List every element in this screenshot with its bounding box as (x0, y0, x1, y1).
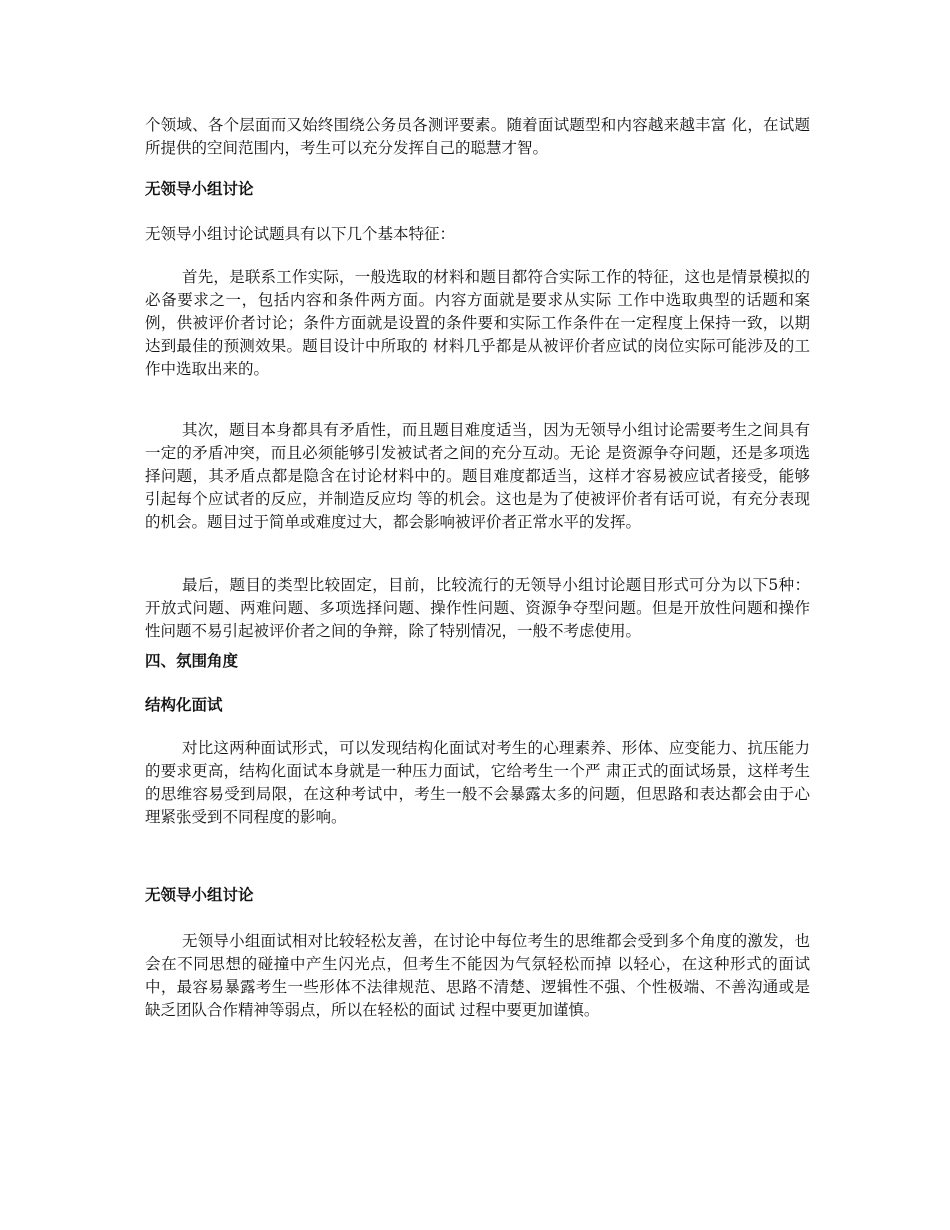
section-heading-atmosphere: 四、氛围角度 (145, 652, 239, 670)
features-intro-text: 无领导小组讨论试题具有以下几个基本特征： (145, 225, 456, 243)
structured-interview-paragraph: 对比这两种面试形式，可以发现结构化面试对考生的心理素养、形体、应变能力、抗压能力的要求更高，结构化面试本身就是一种压力面试，它给考生一个严 肃正式的面试场景，这样考生的思维容易受到局限，在这种考试中，考生一般不会暴露太多的问题，但思路和表达都会由于心理紧张受到不同程度的影响。 (145, 739, 810, 826)
leaderless-discussion-paragraph: 无领导小组面试相对比较轻松友善，在讨论中每位考生的思维都会受到多个角度的激发，也会在不同思想的碰撞中产生闪光点，但考生不能因为气氛轻松而掉 以轻心，在这种形式的面试中，最容易暴露考生一些形体不法律规范、思路不清楚、逻辑性不强、个性极端、不善沟通或是缺乏团队合作精神等弱点，所以在轻松的面试 过程中要更加谨慎。 (145, 932, 810, 1019)
feature-last-paragraph: 最后，题目的类型比较固定，目前，比较流行的无领导小组讨论题目形式可分为以下5种：开放式问题、两难问题、多项选择问题、操作性问题、资源争夺型问题。但是开放性问题和操作性问题不易引起被评价者之间的争辩，除了特别情况，一般不考虑使用。 (145, 576, 810, 640)
intro-paragraph: 个领域、各个层面而又始终围绕公务员各测评要素。随着面试题型和内容越来越丰富 化，在试题所提供的空间范围内，考生可以充分发挥自己的聪慧才智。 (145, 116, 810, 157)
feature-first-paragraph: 首先，是联系工作实际，一般选取的材料和题目都符合实际工作的特征，这也是情景模拟的必备要求之一，包括内容和条件两方面。内容方面就是要求从实际 工作中选取典型的话题和案例，供被评价者讨论；条件方面就是设置的条件要和实际工作条件在一定程度上保持一致，以期达到最佳的预测效果。题目设计中所取的 材料几乎都是从被评价者应试的岗位实际可能涉及的工作中选取出来的。 (145, 268, 810, 378)
section-heading-leaderless-discussion-2: 无领导小组讨论 (145, 886, 254, 904)
feature-second-paragraph: 其次，题目本身都具有矛盾性，而且题目难度适当，因为无领导小组讨论需要考生之间具有一定的矛盾冲突，而且必须能够引发被试者之间的充分互动。无论 是资源争夺问题，还是多项选择问题，其矛盾点都是隐含在讨论材料中的。题目难度都适当，这样才容易被应试者接受，能够引起每个应试者的反应，并制造反应均 等的机会。这也是为了使被评价者有话可说，有充分表现的机会。题目过于简单或难度过大，都会影响被评价者正常水平的发挥。 (145, 421, 810, 531)
section-heading-structured-interview: 结构化面试 (145, 696, 223, 714)
section-heading-leaderless-discussion: 无领导小组讨论 (145, 180, 254, 198)
